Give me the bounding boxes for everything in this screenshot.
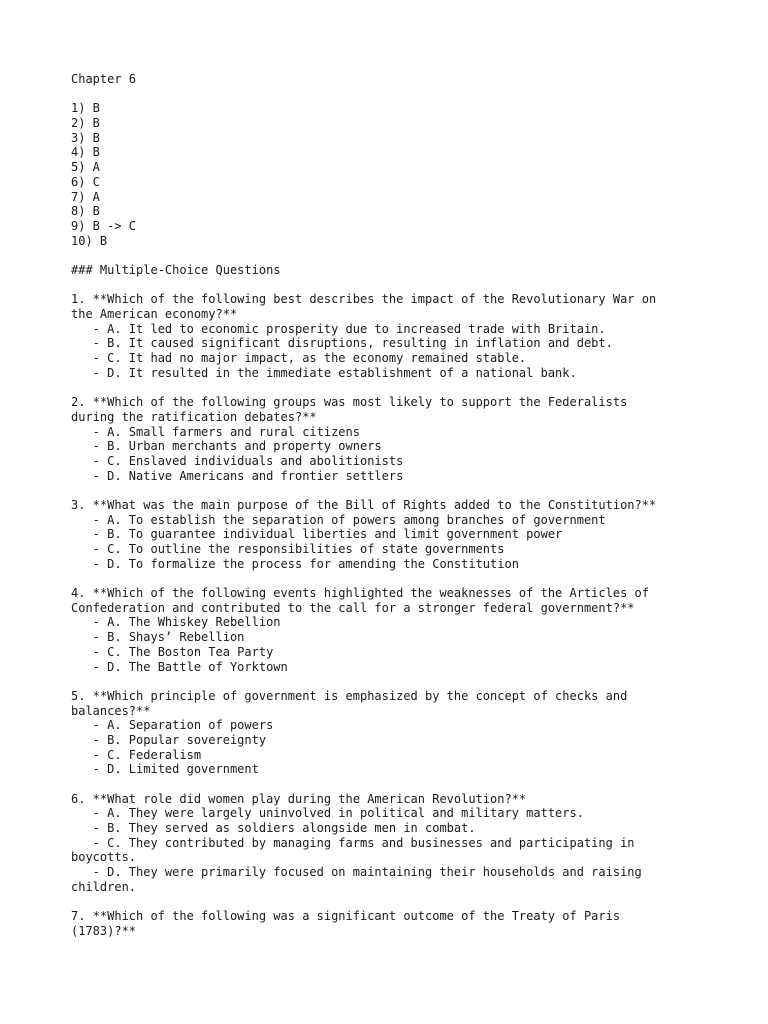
answer-option: - C. It had no major impact, as the economy remained stable. <box>71 351 527 366</box>
answer-option: - A. It led to economic prosperity due to increased trade with Britain. <box>71 321 606 336</box>
question-text: 7. **Which of the following was a significant outcome of the Treaty of Paris <box>71 909 621 924</box>
question-2 <box>71 395 751 483</box>
question-text: 1. **Which of the following best describes the impact of the Revolutionary War on <box>71 292 657 307</box>
answer-option: - D. The Battle of Yorktown <box>71 659 288 674</box>
answer-option: - C. Enslaved individuals and abolitionists <box>71 453 404 468</box>
question-text: 5. **Which principle of government is emphasized by the concept of checks and <box>71 688 628 703</box>
question-text: 2. **Which of the following groups was most likely to support the Federalists <box>71 395 628 410</box>
answer-key-item: 5) A <box>71 160 100 175</box>
answer-key-item: 4) B <box>71 145 100 160</box>
question-text: Confederation and contributed to the call for a stronger federal government?** <box>71 600 635 615</box>
answer-option: - C. The Boston Tea Party <box>71 644 274 659</box>
answer-option: - D. Limited government <box>71 762 259 777</box>
answer-option: - B. Popular sovereignty <box>71 732 267 747</box>
answer-option: - A. Separation of powers <box>71 718 274 733</box>
answer-option: - B. They served as soldiers alongside men in combat. <box>71 821 476 836</box>
spacer <box>71 674 751 689</box>
answer-key-item: 1) B <box>71 101 100 116</box>
answer-key <box>71 101 751 248</box>
answer-option: boycotts. <box>71 850 137 865</box>
answer-option: - C. They contributed by managing farms and businesses and participating in <box>71 835 635 850</box>
spacer <box>71 248 751 263</box>
question-text: 3. **What was the main purpose of the Bill of Rights added to the Constitution?** <box>71 497 657 512</box>
question-3 <box>71 498 751 571</box>
question-6 <box>71 792 751 895</box>
question-text: the American economy?** <box>71 307 238 321</box>
question-text: during the ratification debates?** <box>71 409 317 424</box>
answer-key-item: 10) B <box>71 233 108 248</box>
spacer <box>71 571 751 586</box>
answer-option: children. <box>71 879 137 894</box>
answer-option: - C. Federalism <box>71 747 202 762</box>
answer-option: - B. It caused significant disruptions, resulting in inflation and debt. <box>71 336 613 351</box>
spacer <box>71 895 751 910</box>
answer-option: - D. They were primarily focused on maintaining their households and raising <box>71 865 642 880</box>
answer-option: - A. The Whiskey Rebellion <box>71 615 281 630</box>
spacer <box>71 777 751 792</box>
question-text: (1783)?** <box>71 923 137 938</box>
spacer <box>71 380 751 395</box>
answer-option: - D. To formalize the process for amending the Constitution <box>71 556 519 571</box>
answer-key-item: 3) B <box>71 130 100 145</box>
answer-option: - A. To establish the separation of powers among branches of government <box>71 512 606 527</box>
question-5 <box>71 689 751 777</box>
answer-option: - C. To outline the responsibilities of state governments <box>71 542 505 556</box>
answer-key-item: 9) B -> C <box>71 218 137 233</box>
answer-option: - B. To guarantee individual liberties and limit government power <box>71 527 563 542</box>
question-text: 4. **Which of the following events highlighted the weaknesses of the Articles of <box>71 586 649 601</box>
answer-option: - D. It resulted in the immediate establishment of a national bank. <box>71 365 577 380</box>
spacer <box>71 87 751 102</box>
answer-option: - A. Small farmers and rural citizens <box>71 424 360 439</box>
question-4 <box>71 586 751 674</box>
section-heading: ### Multiple-Choice Questions <box>71 262 281 277</box>
spacer <box>71 278 751 293</box>
answer-option: - B. Shays’ Rebellion <box>71 630 245 645</box>
question-1 <box>71 292 751 380</box>
answer-option: - A. They were largely uninvolved in political and military matters. <box>71 806 584 821</box>
question-7 <box>71 909 751 938</box>
question-text: 6. **What role did women play during the American Revolution?** <box>71 791 527 806</box>
answer-key-item: 8) B <box>71 204 100 219</box>
answer-key-item: 7) A <box>71 189 100 204</box>
question-text: balances?** <box>71 703 151 718</box>
answer-option: - D. Native Americans and frontier settlers <box>71 468 404 483</box>
answer-key-item: 2) B <box>71 116 100 131</box>
answer-key-item: 6) C <box>71 174 100 189</box>
spacer <box>71 483 751 498</box>
chapter-title: Chapter 6 <box>71 72 137 86</box>
document-page <box>71 72 751 939</box>
answer-option: - B. Urban merchants and property owners <box>71 439 382 454</box>
